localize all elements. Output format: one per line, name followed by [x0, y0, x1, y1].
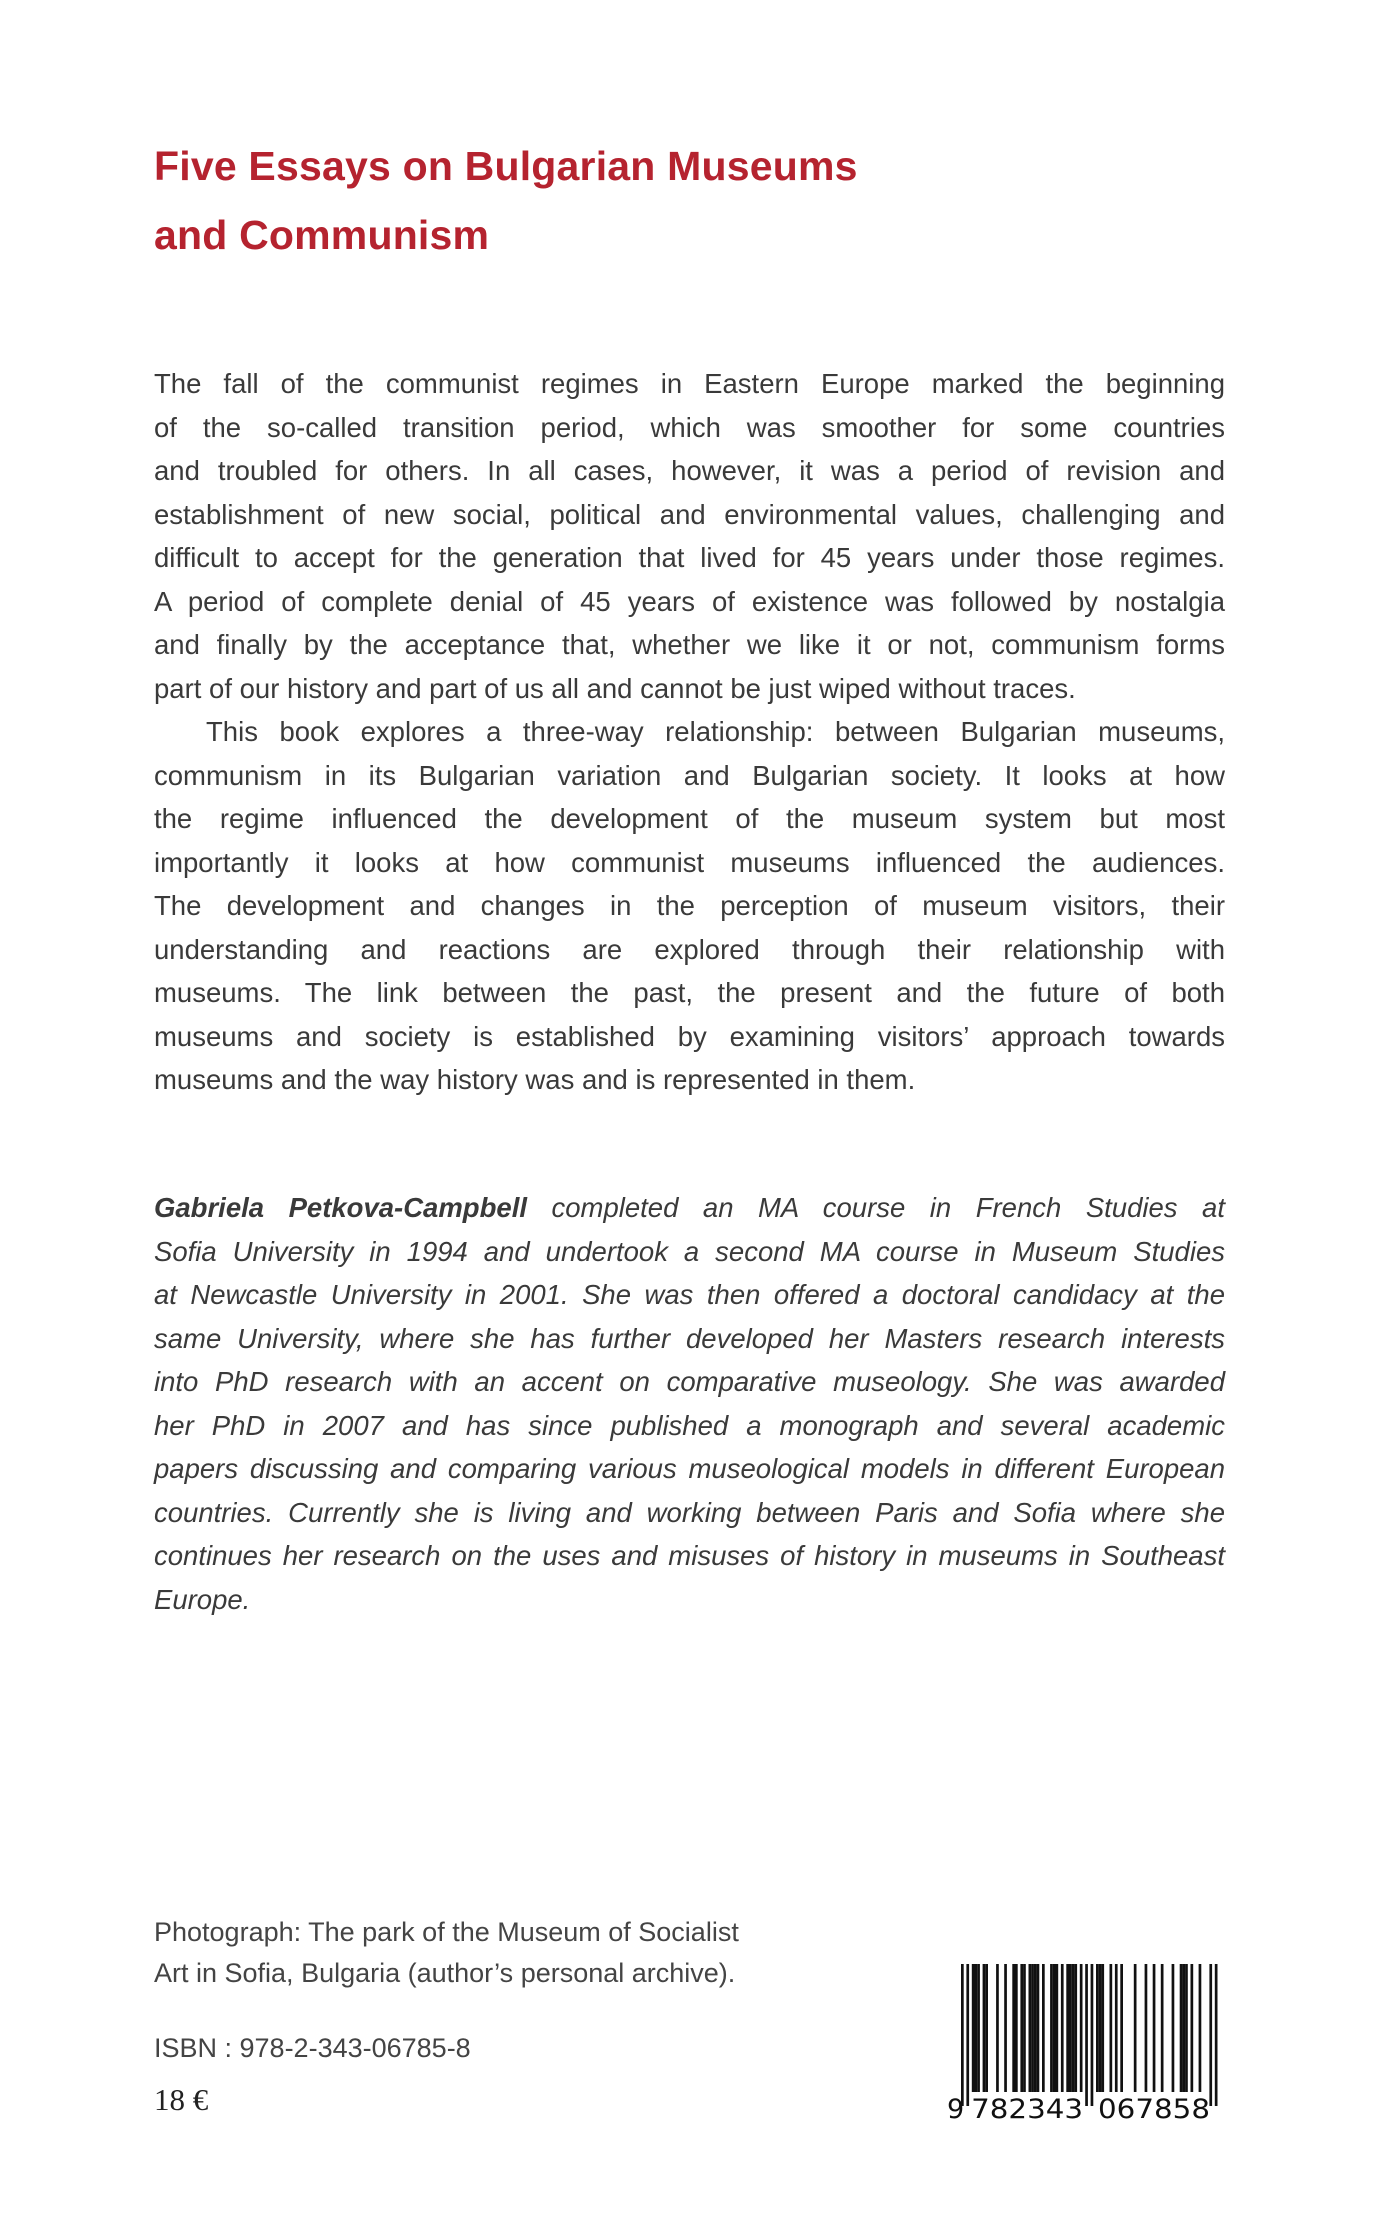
barcode-bar — [1050, 1964, 1053, 2092]
text-line: establishment of new social, political and environmental values, challenging and — [154, 498, 1225, 530]
author-name: Gabriela Petkova-Campbell — [154, 1192, 527, 1223]
barcode-bar — [1034, 1964, 1037, 2092]
text-line: her PhD in 2007 and has since published a monograph and several academic — [154, 1409, 1225, 1441]
text-line: understanding and reactions are explored through their relationship with — [154, 933, 1225, 965]
barcode-bar — [1072, 1964, 1075, 2092]
barcode-bar — [1215, 1964, 1218, 2106]
text-line: into PhD research with an accent on comparative museology. She was awarded — [154, 1366, 1225, 1397]
barcode-bar — [1110, 1964, 1113, 2092]
text-line: at Newcastle University in 2001. She was then offered a doctoral candidacy at the — [154, 1279, 1225, 1310]
barcode-bar — [1134, 1964, 1137, 2092]
barcode-bar — [1023, 1964, 1026, 2092]
text-line: museums and the way history was and is represented in them. — [154, 1064, 916, 1095]
text-line: countries. Currently she is living and working between Paris and Sofia where she — [154, 1496, 1225, 1528]
barcode-bar — [1185, 1964, 1188, 2092]
barcode-bar — [966, 1964, 969, 2106]
text-line: museums. The link between the past, the present and the future of both — [154, 977, 1225, 1008]
barcode-bar — [1066, 1964, 1069, 2092]
barcode-bar — [1042, 1964, 1045, 2092]
text-line: part of our history and part of us all and cannot be just wiped without traces. — [154, 672, 1076, 704]
text-line: and troubled for others. In all cases, however, it was a period of revision and — [154, 455, 1225, 486]
barcode-bar — [1199, 1964, 1202, 2092]
barcode-bar — [1182, 1964, 1185, 2092]
barcode-bar — [1029, 1964, 1032, 2092]
barcode-bar — [1056, 1964, 1059, 2092]
barcode-bar — [1191, 1964, 1194, 2092]
bio-line: Gabriela Petkova-Campbell completed an MA course in French Studies at — [154, 1192, 1225, 1223]
author-bio — [154, 1186, 1225, 1621]
text-line: same University, where she has further developed her Masters research interests — [154, 1322, 1225, 1354]
barcode-bar — [1012, 1964, 1015, 2092]
barcode-bar — [1115, 1964, 1118, 2092]
text-line: papers discussing and comparing various museological models in different European — [154, 1453, 1225, 1484]
text-line: museums and society is established by examining visitors’ approach towards — [154, 1020, 1225, 1052]
text-line: the regime influenced the development of the museum system but most — [154, 803, 1225, 834]
barcode-bar — [1061, 1964, 1064, 2092]
title-line-1: Five Essays on Bulgarian Museums — [154, 143, 858, 189]
barcode-bar — [1069, 1964, 1072, 2092]
barcode-bar — [961, 1964, 964, 2106]
barcode-digits: 067858 — [1098, 2094, 1210, 2125]
barcode-bar — [1153, 1964, 1156, 2092]
barcode-bar — [1037, 1964, 1040, 2092]
caption-line: Photograph: The park of the Museum of Socialist — [154, 1917, 739, 1947]
barcode-digits: 9 — [947, 2094, 965, 2125]
barcode — [945, 1958, 1235, 2128]
text-line: and finally by the acceptance that, whether we like it or not, communism forms — [154, 629, 1225, 660]
text-line: of the so-called transition period, which was smoother for some countries — [154, 411, 1225, 443]
barcode-bar — [985, 1964, 988, 2092]
photo-caption — [154, 1912, 739, 1994]
book-title — [154, 132, 858, 270]
barcode-bar — [975, 1964, 978, 2092]
text-line: The development and changes in the perception of museum visitors, their — [154, 890, 1225, 921]
blurb — [154, 362, 1225, 1102]
barcode-bar — [1096, 1964, 1099, 2092]
barcode-bar — [1015, 1964, 1018, 2092]
barcode-bar — [1172, 1964, 1175, 2092]
barcode-bar — [996, 1964, 999, 2092]
isbn: ISBN : 978-2-343-06785-8 — [154, 2033, 471, 2063]
barcode-bar — [1080, 1964, 1083, 2092]
barcode-bar — [1020, 1964, 1023, 2092]
text-line: This book explores a three-way relationship: between Bulgarian museums, — [206, 716, 1225, 747]
barcode-bar — [1085, 1964, 1088, 2106]
text-line: communism in its Bulgarian variation and Bulgarian society. It looks at how — [154, 759, 1225, 791]
barcode-bar — [1145, 1964, 1148, 2092]
barcode-bar — [1091, 1964, 1094, 2106]
text-line: Sofia University in 1994 and undertook a second MA course in Museum Studies — [154, 1235, 1225, 1267]
price: 18 € — [154, 2082, 209, 2117]
text-line: Europe. — [154, 1583, 251, 1615]
text-line: difficult to accept for the generation that lived for 45 years under those regimes. — [154, 542, 1225, 573]
title-line-2: and Communism — [154, 212, 490, 258]
barcode-bar — [1053, 1964, 1056, 2092]
barcode-bar — [1004, 1964, 1007, 2092]
barcode-bar — [1101, 1964, 1104, 2092]
barcode-bar — [972, 1964, 975, 2092]
barcode-bar — [1031, 1964, 1034, 2092]
barcode-bar — [1209, 1964, 1212, 2106]
barcode-digits: 782343 — [971, 2094, 1084, 2125]
text-line: importantly it looks at how communist museums influenced the audiences. — [154, 846, 1225, 878]
barcode-bar — [983, 1964, 986, 2092]
text-line: The fall of the communist regimes in Eastern Europe marked the beginning — [154, 368, 1225, 399]
barcode-bar — [1074, 1964, 1077, 2092]
barcode-bar — [1161, 1964, 1164, 2092]
barcode-bar — [1120, 1964, 1123, 2092]
caption-line: Art in Sofia, Bulgaria (author’s personal archive). — [154, 1958, 736, 1988]
barcode-bar — [1180, 1964, 1183, 2092]
barcode-bar — [1099, 1964, 1102, 2092]
text-line: A period of complete denial of 45 years of existence was followed by nostalgia — [154, 585, 1225, 617]
barcode-bar — [977, 1964, 980, 2092]
text-line: continues her research on the uses and misuses of history in museums in Southeast — [154, 1540, 1225, 1571]
